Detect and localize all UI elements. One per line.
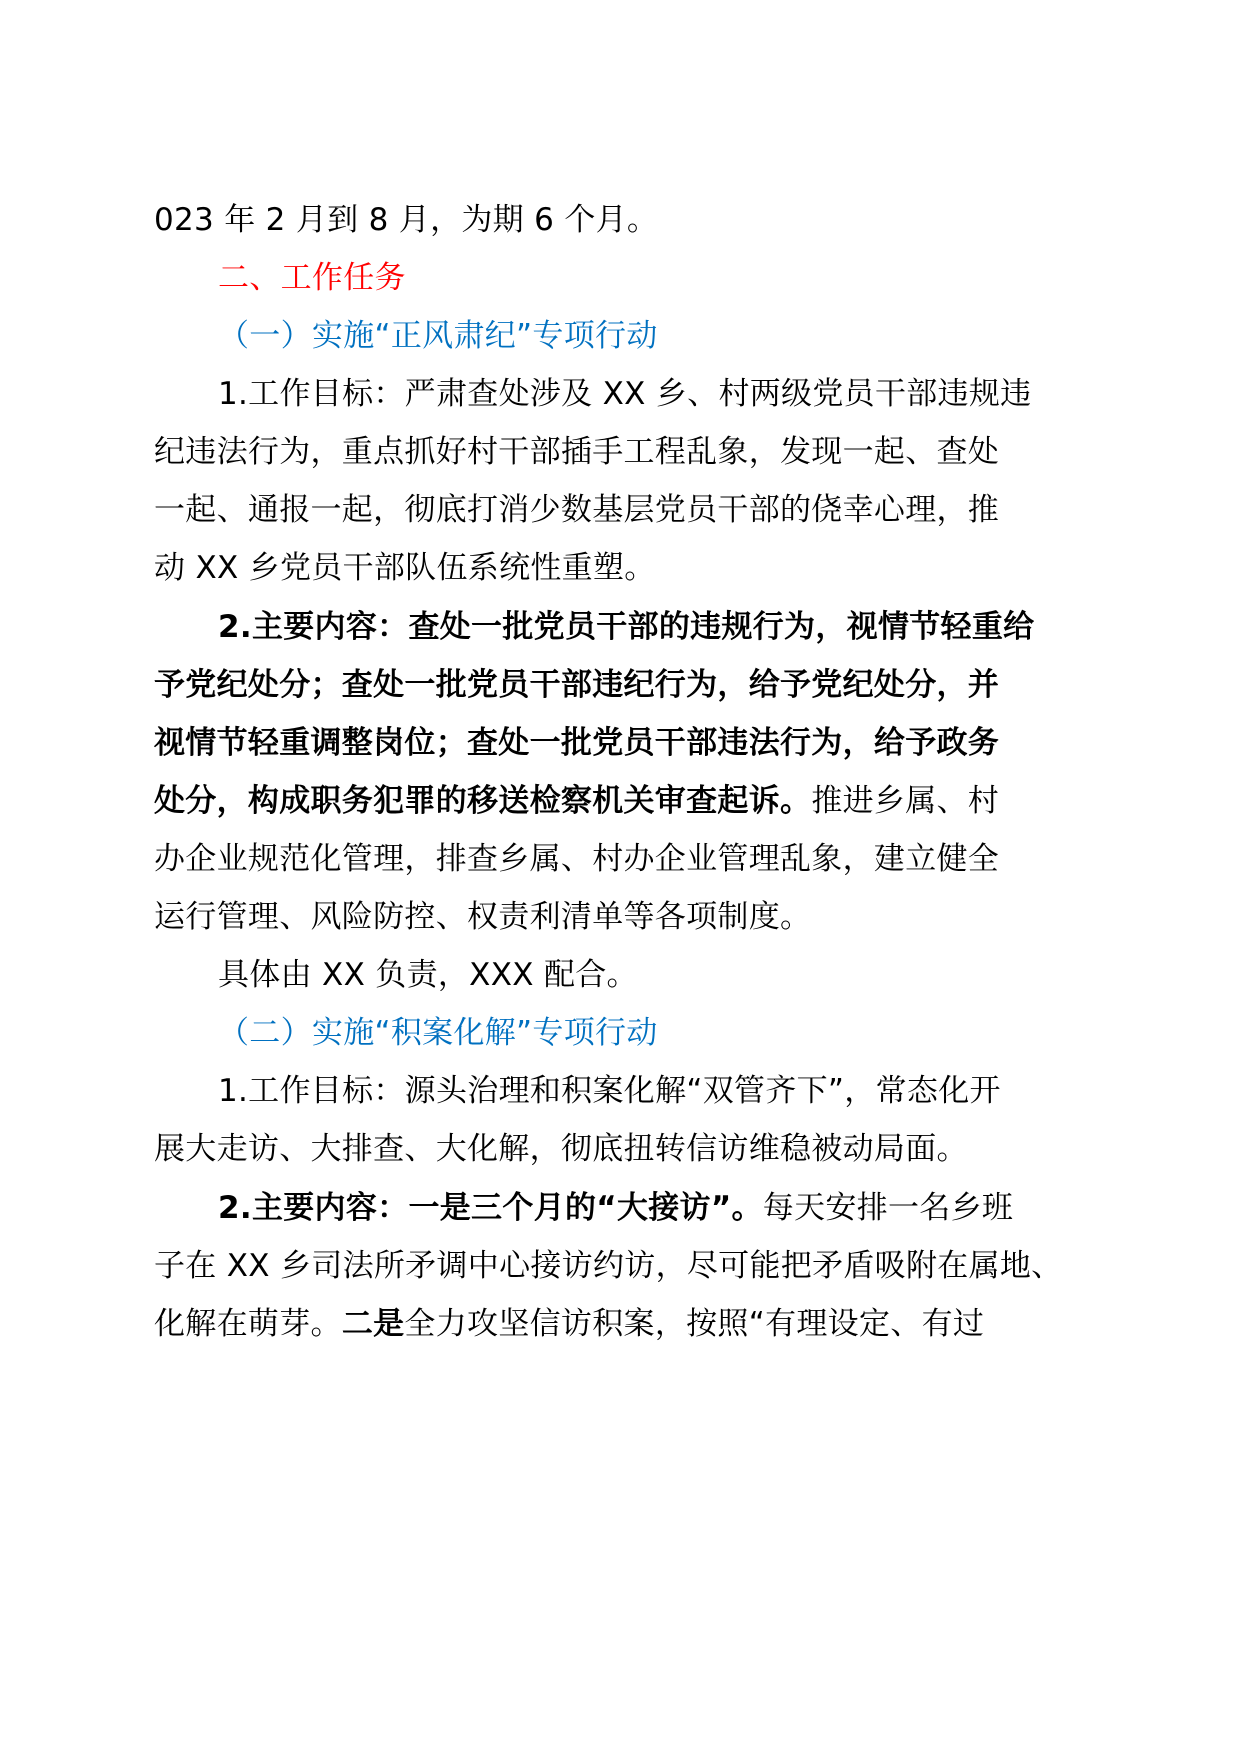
paragraph-line: 展大走访、大排查、大化解，彻底扭转信访维稳被动局面。 xyxy=(154,1131,968,1167)
mixed-paragraph-line xyxy=(154,779,1094,823)
paragraph-line: 办企业规范化管理，排查乡属、村办企业管理乱象，建立健全 xyxy=(154,841,1000,877)
paragraph-line: 纪违法行为，重点抓好村干部插手工程乱象，发现一起、查处 xyxy=(154,434,1000,470)
normal-run: 推进乡属、村 xyxy=(811,783,1000,819)
paragraph-line: 一起、通报一起，彻底打消少数基层党员干部的侥幸心理，推 xyxy=(154,492,1000,528)
bold-paragraph-line: 2.主要内容：查处一批党员干部的违规行为，视情节轻重给 xyxy=(218,609,1035,645)
paragraph-line: 子在 XX 乡司法所矛调中心接访约访，尽可能把矛盾吸附在属地、 xyxy=(154,1248,1063,1284)
subsection-heading: （二）实施“积案化解”专项行动 xyxy=(218,1015,658,1051)
paragraph-line: 023 年 2 月到 8 月，为期 6 个月。 xyxy=(154,202,659,238)
bold-paragraph-line: 予党纪处分；查处一批党员干部违纪行为，给予党纪处分，并 xyxy=(154,667,1000,703)
section-heading: 二、工作任务 xyxy=(218,260,406,296)
subsection-heading: （一）实施“正风肃纪”专项行动 xyxy=(218,318,658,354)
normal-run: 每天安排一名乡班 xyxy=(762,1190,1014,1226)
paragraph-line: 1.工作目标：严肃查处涉及 XX 乡、村两级党员干部违规违 xyxy=(218,376,1032,412)
bold-paragraph-line: 视情节轻重调整岗位；查处一批党员干部违法行为，给予政务 xyxy=(154,725,1000,761)
paragraph-line: 运行管理、风险防控、权责利清单等各项制度。 xyxy=(154,899,812,935)
mixed-paragraph-line xyxy=(154,1302,1094,1346)
paragraph-line: 1.工作目标：源头治理和积案化解“双管齐下”，常态化开 xyxy=(218,1073,1001,1109)
normal-run: 全力攻坚信访积案，按照“有理设定、有过 xyxy=(404,1306,985,1342)
normal-run: 化解在萌芽。 xyxy=(154,1306,342,1342)
bold-run: 处分，构成职务犯罪的移送检察机关审查起诉。 xyxy=(154,783,812,819)
bold-run: 2.主要内容：一是三个月的“大接访”。 xyxy=(218,1190,763,1226)
paragraph-line: 动 XX 乡党员干部队伍系统性重塑。 xyxy=(154,550,656,586)
paragraph-line: 具体由 XX 负责，XXX 配合。 xyxy=(218,957,638,993)
mixed-paragraph-line xyxy=(218,1186,1094,1230)
bold-run: 二是 xyxy=(341,1306,405,1342)
